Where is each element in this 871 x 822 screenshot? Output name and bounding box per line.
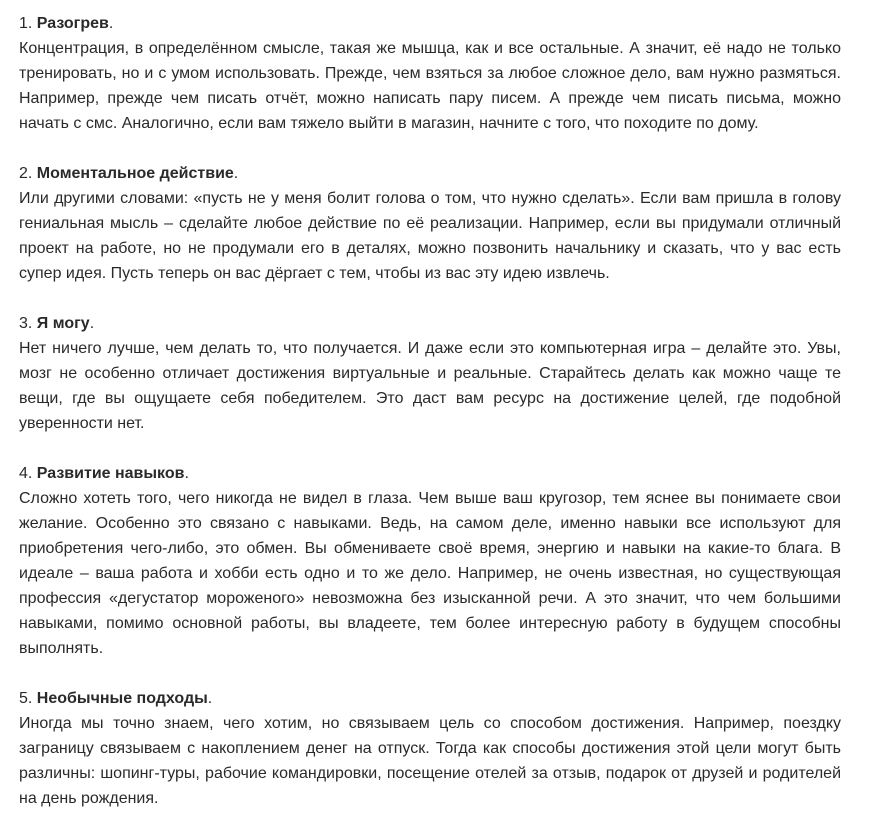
- section-title: Разогрев: [36, 15, 109, 32]
- section-body: Сложно хотеть того, чего никогда не видел в глаза. Чем выше ваш кругозор, тем яснее вы понимаете свои желание. Особенно это связано с навыками. Ведь, на самом деле, именно навыки все используют для приобретения чего-либо, это обмен. Вы обмениваете своё время, энергию и навыки на какие-то блага. В идеале – ваша работа и хобби есть одно и то же дело. Например, не очень известная, но существующая профессия «дегустатор мороженого» невозможна без изысканной речи. А это значит, что чем большими навыками, помимо основной работы, вы владеете, тем более интересную работу в будущем способны выполнять.: [19, 490, 841, 657]
- section-number: 1.: [19, 15, 33, 32]
- section-heading: 5. Необычные подходы.: [19, 690, 213, 707]
- section-heading: 3. Я могу.: [19, 315, 95, 332]
- section-heading: 4. Развитие навыков.: [19, 465, 189, 482]
- section-body: Или другими словами: «пусть не у меня болит голова о том, что нужно сделать». Если вам пришла в голову гениальная мысль – сделайте любое действие по её реализации. Например, если вы придумали отличный проект на работе, но не продумали его в деталях, можно позвонить начальнику и сказать, что у вас есть супер идея. Пусть теперь он вас дёргает с тем, чтобы из вас эту идею извлечь.: [19, 190, 841, 282]
- section-body: Концентрация, в определённом смысле, такая же мышца, как и все остальные. А значит, её надо не только тренировать, но и с умом использовать. Прежде, чем взяться за любое сложное дело, вам нужно размяться. Например, прежде чем писать отчёт, можно написать пару писем. А прежде чем писать письма, можно начать с смс. Аналогично, если вам тяжело выйти в магазин, начните с того, что походите по дому.: [19, 40, 841, 132]
- section-number: 4.: [19, 465, 33, 482]
- section-unusual-approaches: [19, 686, 841, 811]
- section-instant-action: [19, 161, 841, 286]
- section-warmup: [19, 11, 841, 136]
- section-body: Нет ничего лучше, чем делать то, что получается. И даже если это компьютерная игра – делайте это. Увы, мозг не особенно отличает достижения виртуальные и реальные. Старайтесь делать как можно чаще те вещи, где вы ощущаете себя победителем. Это даст вам ресурс на достижение целей, где подобной уверенности нет.: [19, 340, 841, 432]
- section-heading: 1. Разогрев.: [19, 15, 114, 32]
- section-body: Иногда мы точно знаем, чего хотим, но связываем цель со способом достижения. Например, поездку заграницу связываем с накоплением денег на отпуск. Тогда как способы достижения этой цели могут быть различны: шопинг-туры, рабочие командировки, посещение отелей за отзыв, подарок от друзей и родителей на день рождения.: [19, 715, 841, 807]
- section-skills: [19, 461, 841, 661]
- section-i-can: [19, 311, 841, 436]
- section-title: Развитие навыков: [36, 465, 185, 482]
- section-number: 5.: [19, 690, 33, 707]
- section-title: Я могу: [36, 315, 90, 332]
- section-number: 2.: [19, 165, 33, 182]
- section-title: Необычные подходы: [36, 690, 208, 707]
- section-title: Моментальное действие: [36, 165, 234, 182]
- section-number: 3.: [19, 315, 33, 332]
- section-heading: 2. Моментальное действие.: [19, 165, 239, 182]
- article: [19, 11, 841, 811]
